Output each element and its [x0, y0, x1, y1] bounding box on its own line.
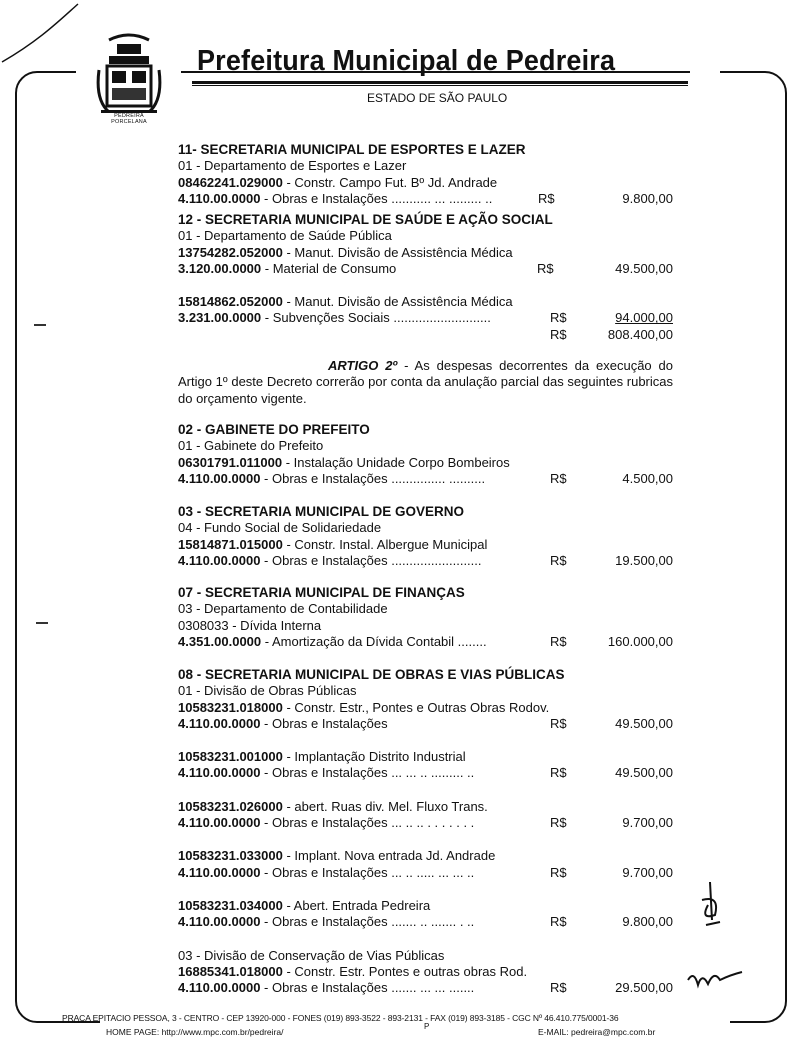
program-line [178, 749, 673, 765]
line-text: - Amortização da Dívida Contabil ........ [261, 633, 487, 649]
line-code: 13754282.052000 [178, 244, 283, 260]
footer-address: PRAÇA EPITACIO PESSOA, 3 - CENTRO - CEP 13920-000 - FONES (019) 893-3522 - 893-2131 - FAX (019) 893-3185 - CGC Nº 46.410.775/0001-36 [62, 1013, 619, 1023]
amount: 9.800,00 [622, 914, 673, 930]
line-code: 10583231.033000 [178, 848, 283, 864]
amount: 160.000,00 [607, 633, 673, 649]
line-code: 4.110.00.0000 [178, 765, 261, 781]
line-text: - Material de Consumo [261, 260, 397, 276]
line-code: 4.110.00.0000 [178, 470, 261, 486]
currency: R$ [537, 260, 554, 276]
section-block [178, 212, 673, 343]
line-code: 4.110.00.0000 [178, 552, 261, 568]
line-code: 06301791.011000 [178, 454, 283, 470]
department-line [178, 438, 673, 454]
currency: R$ [550, 765, 567, 781]
expense-line [178, 914, 673, 930]
program-line [178, 898, 673, 914]
amount: 29.500,00 [615, 980, 673, 996]
article-paragraph [178, 358, 673, 407]
line-text: - Instalação Unidade Corpo Bombeiros [282, 454, 510, 470]
line-text: - Obras e Instalações [260, 715, 388, 731]
program-line [178, 175, 673, 191]
line-text: - Obras e Instalações ... .. ..... ... ... .. [260, 864, 475, 880]
line-code: 10583231.001000 [178, 749, 283, 765]
department-line [178, 228, 673, 244]
expense-line [178, 765, 673, 781]
program-line [178, 618, 673, 634]
margin-mark [34, 324, 46, 326]
currency: R$ [550, 914, 567, 930]
line-text: - Implant. Nova entrada Jd. Andrade [282, 848, 496, 864]
currency: R$ [550, 470, 567, 486]
line-text: 01 - Divisão de Obras Públicas [178, 683, 357, 699]
currency: R$ [538, 190, 555, 206]
section-heading: 12 - SECRETARIA MUNICIPAL DE SAÚDE E AÇÃO SOCIAL [178, 212, 553, 227]
line-code: 4.110.00.0000 [178, 980, 261, 996]
currency: R$ [550, 864, 567, 880]
department-line [178, 601, 673, 617]
expense-line [178, 634, 673, 650]
title-underline [192, 85, 688, 86]
line-text: 01 - Gabinete do Prefeito [178, 438, 324, 454]
program-line [178, 245, 673, 261]
border-gap [690, 66, 720, 76]
line-code: 08462241.029000 [178, 174, 283, 190]
article-label: ARTIGO 2º [328, 358, 398, 373]
total-line [178, 327, 673, 343]
section-heading: 08 - SECRETARIA MUNICIPAL DE OBRAS E VIAS PÚBLICAS [178, 667, 565, 682]
program-line [178, 294, 673, 310]
line-code: 10583231.034000 [178, 897, 283, 913]
line-text: - Obras e Instalações ... ... .. ......... .. [260, 765, 475, 781]
line-code: 16885341.018000 [178, 963, 283, 979]
page-subtitle: ESTADO DE SÃO PAULO [367, 91, 508, 105]
expense-line [178, 716, 673, 732]
section-heading: 07 - SECRETARIA MUNICIPAL DE FINANÇAS [178, 585, 465, 600]
amount: 9.800,00 [622, 190, 673, 206]
section-block [178, 504, 673, 569]
expense-line [178, 471, 673, 487]
program-line [178, 848, 673, 864]
line-text: - Manut. Divisão de Assistência Médica [282, 244, 513, 260]
line-code: 0308033 [178, 617, 229, 633]
line-text: - Obras e Instalações ....... .. ....... . .. [260, 914, 475, 930]
line-code: 4.110.00.0000 [178, 914, 261, 930]
line-text: - Obras e Instalações ....... ... ... ....... [260, 980, 475, 996]
program-line [178, 964, 673, 980]
currency: R$ [550, 815, 567, 831]
section-block [178, 422, 673, 487]
currency: R$ [550, 326, 567, 342]
line-code: 3.231.00.0000 [178, 310, 262, 326]
amount: 49.500,00 [615, 765, 673, 781]
amount: 49.500,00 [615, 260, 673, 276]
expense-line [178, 815, 673, 831]
amount: 94.000,00 [615, 310, 673, 326]
currency: R$ [550, 310, 567, 326]
line-text: - Obras e Instalações ............... .......... [260, 470, 486, 486]
line-text: - Obras e Instalações ... .. .. . . . . . . . [260, 815, 475, 831]
line-text: - Manut. Divisão de Assistência Médica [282, 294, 513, 310]
line-text: - Implantação Distrito Industrial [282, 749, 466, 765]
currency: R$ [550, 552, 567, 568]
line-text: 03 - Divisão de Conservação de Vias Públicas [178, 947, 445, 963]
amount: 49.500,00 [615, 715, 673, 731]
line-text: - Obras e Instalações ......................... [260, 552, 482, 568]
footer-page-mark: P [424, 1022, 430, 1031]
amount: 19.500,00 [615, 552, 673, 568]
line-text: 01 - Departamento de Saúde Pública [178, 228, 392, 244]
department-line [178, 158, 673, 174]
line-text: 01 - Departamento de Esportes e Lazer [178, 158, 407, 174]
line-text: - abert. Ruas div. Mel. Fluxo Trans. [282, 798, 488, 814]
program-line [178, 455, 673, 471]
expense-line [178, 310, 673, 326]
department-line [178, 683, 673, 699]
line-code: 4.351.00.0000 [178, 633, 262, 649]
line-code: 4.110.00.0000 [178, 190, 261, 206]
title-underline [192, 81, 688, 84]
line-code: 4.110.00.0000 [178, 864, 261, 880]
amount: 4.500,00 [622, 470, 673, 486]
total-amount: 808.400,00 [607, 326, 673, 342]
line-text: - Constr. Instal. Albergue Municipal [282, 536, 488, 552]
article-text: - As despesas decorrentes da execução do Artigo 1º deste Decreto correrão por conta da anulação parcial das seguintes rubricas do orçamento vigente. [178, 358, 673, 406]
line-text: - Abert. Entrada Pedreira [282, 897, 431, 913]
footer-email: E-MAIL: pedreira@mpc.com.br [538, 1027, 656, 1037]
amount: 9.700,00 [622, 864, 673, 880]
section-block [178, 142, 673, 207]
expense-line [178, 261, 673, 277]
expense-line [178, 191, 673, 207]
line-text: - Constr. Campo Fut. Bº Jd. Andrade [282, 174, 498, 190]
line-code: 15814862.052000 [178, 294, 283, 310]
amount: 9.700,00 [622, 815, 673, 831]
line-text: 04 - Fundo Social de Solidariedade [178, 520, 382, 536]
line-text: - Obras e Instalações ........... ... ......... .. [260, 190, 493, 206]
section-heading: 03 - SECRETARIA MUNICIPAL DE GOVERNO [178, 504, 465, 519]
program-line [178, 537, 673, 553]
line-text: 03 - Departamento de Contabilidade [178, 601, 388, 617]
expense-line [178, 980, 673, 996]
expense-line [178, 553, 673, 569]
line-code: 4.110.00.0000 [178, 715, 261, 731]
department-line [178, 520, 673, 536]
line-text: - Dívida Interna [228, 617, 322, 633]
line-code: 4.110.00.0000 [178, 815, 261, 831]
department-line [178, 948, 673, 964]
line-code: 15814871.015000 [178, 536, 283, 552]
handwritten-signature [680, 880, 750, 1000]
currency: R$ [550, 980, 567, 996]
page-title: Prefeitura Municipal de Pedreira [197, 45, 616, 77]
section-block [178, 585, 673, 650]
line-code: 10583231.018000 [178, 699, 283, 715]
line-code: 3.120.00.0000 [178, 260, 262, 276]
crest-caption: PEDREIRA PORCELANA [96, 113, 162, 125]
municipal-crest-logo [95, 30, 163, 122]
section-block [178, 667, 673, 996]
expense-line [178, 865, 673, 881]
program-line [178, 700, 673, 716]
currency: R$ [550, 715, 567, 731]
footer-homepage: HOME PAGE: http://www.mpc.com.br/pedreira/ [106, 1027, 284, 1037]
section-heading: 02 - GABINETE DO PREFEITO [178, 422, 370, 437]
currency: R$ [550, 633, 567, 649]
section-heading: 11- SECRETARIA MUNICIPAL DE ESPORTES E LAZER [178, 142, 526, 157]
line-code: 10583231.026000 [178, 798, 283, 814]
line-text: - Constr. Estr., Pontes e Outras Obras Rodov. [282, 699, 550, 715]
margin-mark [36, 622, 48, 624]
line-text: - Constr. Estr. Pontes e outras obras Rod. [282, 963, 528, 979]
line-text: - Subvenções Sociais ........................... [261, 310, 491, 326]
program-line [178, 799, 673, 815]
scan-artifact-line [0, 0, 80, 70]
